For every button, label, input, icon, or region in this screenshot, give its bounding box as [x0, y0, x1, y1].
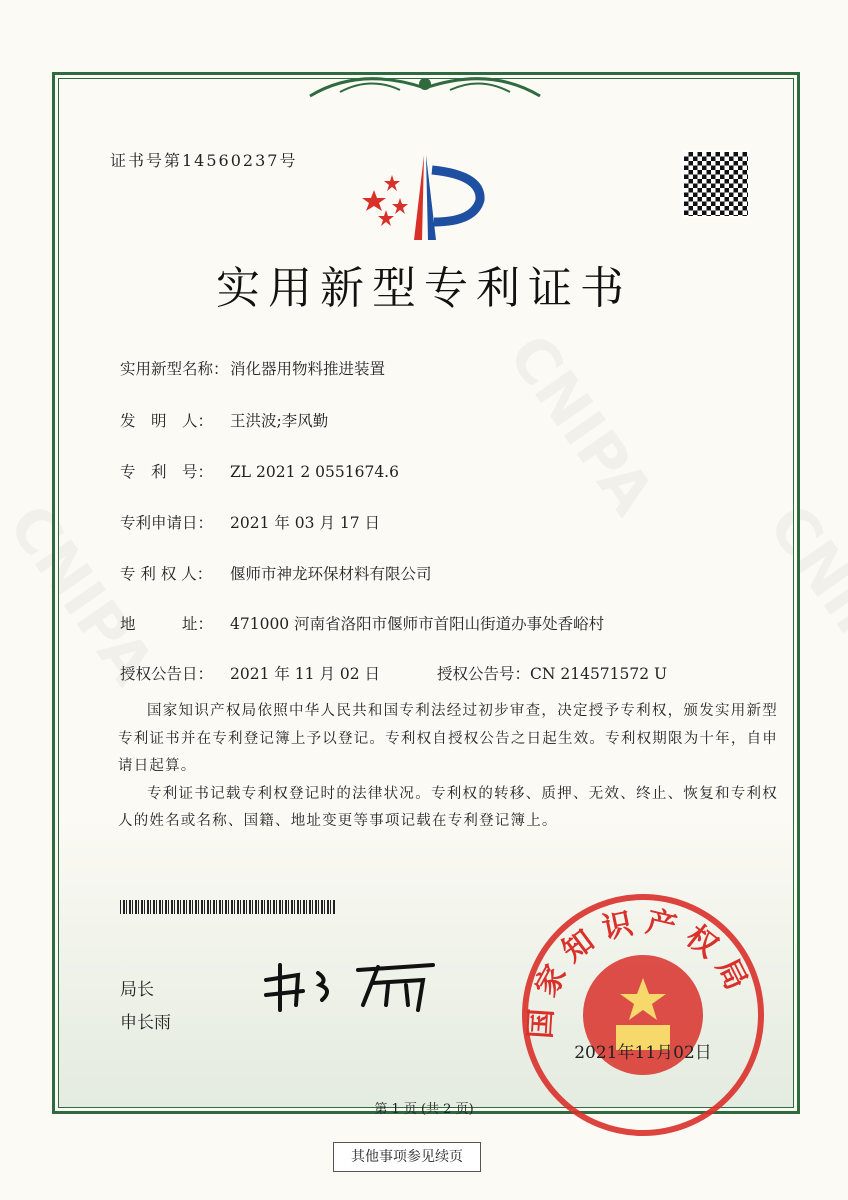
qr-code: [682, 150, 750, 218]
field-filing-date: 专利申请日： 2021 年 03 月 17 日: [120, 514, 381, 532]
field-inventor: 发 明 人： 王洪波;李风勤: [120, 412, 329, 430]
field-name: 实用新型名称：消化器用物料推进装置: [120, 360, 386, 378]
field-announcement-number: 授权公告号：CN 214571572 U: [437, 665, 668, 683]
field-patent-number: 专 利 号： ZL 2021 2 0551674.6: [120, 463, 399, 481]
page-number: 第 1 页 (共 2 页): [374, 1102, 474, 1117]
seal-date: 2021年11月02日: [574, 1043, 712, 1063]
barcode: [120, 900, 336, 914]
director-title: 局长: [120, 980, 154, 1000]
seal-text: 国家知识产权局: [523, 904, 759, 1040]
continued-note: 其他事项参见续页: [333, 1142, 481, 1172]
director: [120, 975, 171, 1033]
certificate-number: 证书号第14560237号: [110, 151, 298, 170]
field-announcement-date: 授权公告日： 2021 年 11 月 02 日: [120, 665, 381, 683]
certificate-title: 实用新型专利证书: [216, 263, 632, 314]
cnipa-logo-icon: [362, 150, 492, 245]
body-paragraph: 专利证书记载专利权登记时的法律状况。专利权的转移、质押、无效、终止、恢复和专利权人的姓名或名称、国籍、地址变更等事项记载在专利登记簿上。: [118, 785, 778, 829]
ornament-icon: [300, 66, 550, 106]
director-name: 申长雨: [120, 1013, 171, 1033]
field-patentee: 专 利 权 人： 偃师市神龙环保材料有限公司: [120, 565, 432, 583]
signature-icon: [258, 955, 438, 1015]
body-paragraph: 国家知识产权局依照中华人民共和国专利法经过初步审查，决定授予专利权，颁发实用新型专利证书并在专利登记簿上予以登记。专利权自授权公告之日起生效。专利权期限为十年，自申请日起算。: [118, 703, 778, 774]
certificate-body: [118, 698, 778, 836]
field-address: 地 址： 471000 河南省洛阳市偃师市首阳山街道办事处香峪村: [120, 615, 605, 633]
